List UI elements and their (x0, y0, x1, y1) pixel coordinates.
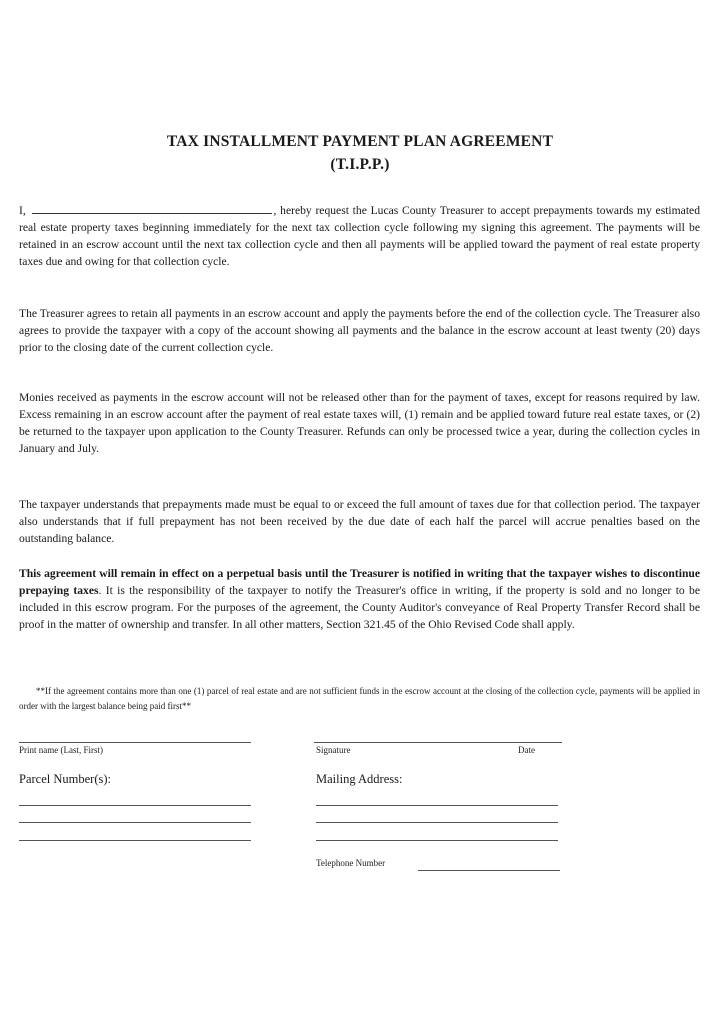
parcel-line-3[interactable] (19, 840, 251, 841)
document-title: TAX INSTALLMENT PAYMENT PLAN AGREEMENT (166, 133, 554, 150)
parcel-line-2[interactable] (19, 822, 251, 823)
print-name-line[interactable] (19, 742, 251, 743)
paragraph-taxpayer-understands: The taxpayer understands that prepayments made must be equal to or exceed the full amount of taxes due for that collection period. The taxpayer also understands that if full prepayment has not been received by the due date of each half the parcel will accrue penalties based on the outstanding balance. (19, 498, 700, 545)
parcel-line-1[interactable] (19, 805, 251, 806)
document-subtitle: (T.I.P.P.) (330, 156, 390, 173)
paragraph-request-start: I, (19, 204, 26, 217)
paragraph-request (19, 202, 700, 270)
perpetual-agreement-rest: . It is the responsibility of the taxpayer to notify the Treasurer's office in writing, if the property is sold and no longer to be included in this escrow program. For the purposes of the agreement, the County Auditor's conveyance of Real Property Transfer Record shall be proof in the matter of ownership and transfer. In all other matters, Section 321.45 of the Ohio Revised Code shall apply. (19, 584, 700, 631)
date-label: Date (518, 745, 535, 755)
paragraph-treasurer-agrees: The Treasurer agrees to retain all payments in an escrow account and apply the payments before the end of the collection cycle. The Treasurer also agrees to provide the taxpayer with a copy of the account showing all payments and the balance in the escrow account at least twenty (20) days prior to the closing date of the current collection cycle. (19, 307, 700, 354)
taxpayer-name-blank[interactable] (32, 203, 272, 214)
mailing-address-label: Mailing Address: (316, 772, 403, 786)
signature-line[interactable] (314, 742, 562, 743)
paragraph-perpetual-agreement (19, 565, 700, 633)
paragraph-monies-received: Monies received as payments in the escrow account will not be released other than for the payment of taxes, except for reasons required by law. Excess remaining in an escrow account after the payment of real estate taxes will, (1) remain and be applied toward future real estate taxes, or (2) be returned to the taxpayer upon application to the County Treasurer. Refunds can only be processed twice a year, during the collection cycles in January and July. (19, 391, 700, 455)
perpetual-agreement-bold: This agreement will remain in effect on a perpetual basis until the Treasurer is notified in writing that the taxpayer wishes to discontinue prepaying taxes (19, 567, 700, 597)
signature-label: Signature (316, 745, 351, 755)
multiple-parcel-note: **If the agreement contains more than one (1) parcel of real estate and are not sufficient funds in the escrow account at the closing of the collection cycle, payments will be applied in order with the largest balance being paid first** (19, 686, 700, 711)
mailing-line-3[interactable] (316, 840, 558, 841)
parcel-number-label: Parcel Number(s): (19, 772, 111, 786)
mailing-line-2[interactable] (316, 822, 558, 823)
telephone-label: Telephone Number (316, 858, 386, 868)
print-name-label: Print name (Last, First) (19, 745, 103, 755)
telephone-line[interactable] (418, 870, 560, 871)
paragraph-request-rest: , hereby request the Lucas County Treasurer to accept prepayments towards my estimated real estate property taxes beginning immediately for the next tax collection cycle following my signing this agreement. The payments will be retained in an escrow account until the next tax collection cycle and then all payments will be applied toward the payment of real estate property taxes due and owing for that collection cycle. (19, 204, 700, 268)
mailing-line-1[interactable] (316, 805, 558, 806)
